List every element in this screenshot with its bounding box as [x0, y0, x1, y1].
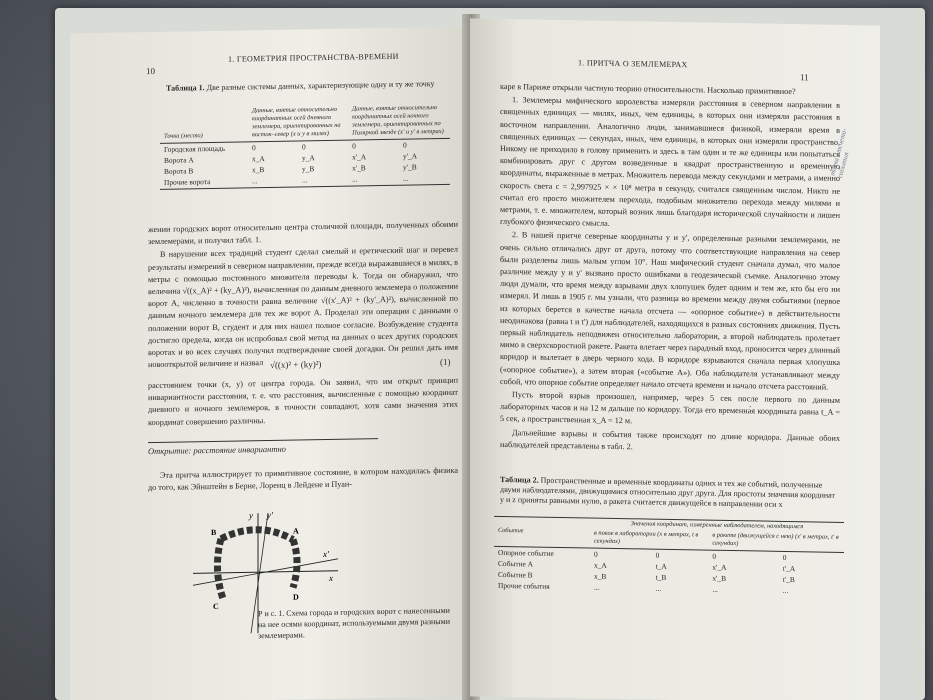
paragraph: Дальнейшие взрывы и события также происходят по длине коридора. Данные обоих наблюдателей представлены в табл. 2. — [500, 427, 840, 452]
table-cell: y_A — [302, 153, 315, 163]
gate-label: D — [293, 592, 299, 602]
table-caption-label: Таблица 1. — [166, 83, 205, 93]
table-cell: t_B — [655, 572, 667, 582]
table-cell: ... — [712, 584, 718, 594]
page-number: 11 — [800, 72, 809, 83]
city-wall — [293, 540, 297, 588]
table-cell: ... — [302, 175, 308, 185]
table-cell: Ворота B — [164, 166, 194, 176]
table-cell: x_A — [252, 154, 265, 164]
gate-label: B — [211, 527, 217, 538]
paragraph: жении городских ворот относительно центра столичной площади, полученных обоими землемерами, и получил табл. 1. — [148, 219, 458, 247]
table-cell: Городская площадь — [164, 143, 225, 154]
data-table — [494, 515, 844, 597]
column-header: Точка (место) — [164, 132, 203, 140]
paragraph: 2. В нашей притче северные координаты y и y', определенные разными землемерами, не очень сильно отличались друг от друга, потому что соответствующие направления на север были разделены лишь малым углом 10°. Наш мифический студент сначала думал, что малое различие между y и y' вызвано просто ошибками в геодезической съемке. Аналогично этому люди думали, что время между взрывами двух хлопушек будет одним и тем же, кто бы его ни измерял. И лишь в 1905 г. мы узнали, что разница во времени между двумя событиями (первое из которых берется в качестве начала отсчета — «опорное событие») в действительности неодинакова (равна t и t') для наблюдателей, находящихся в разных состояниях движения. Пусть первый наблюдатель неподвижен относительно лаборатории, а второй наблюдатель пролетает мимо в сверхскоростной ракете. Ракета влетает через парадный вход, проносится через длинный коридор и вылетает в дверь черного хода. В коридоре взрываются сначала первая хлопушка («опорное событие»), а затем вторая («событие A»). Оба наблюдателя устанавливают между собой, что опорное событие определяет начало отсчета времени и начало отсчета расстояний. — [500, 230, 840, 392]
handwritten-margin-note: точка отсчета-события — [828, 127, 851, 179]
paragraph: расстоянием точки (x, y) от центра города. Он заявил, что им открыт принцип инвариантности расстояния, т. е. что расстояния, вычисленные с помощью координат дневного и ночного землемеров, в точности совпадают, хотя сами значения этих координат совершенно различны. — [148, 375, 458, 427]
table-cell: 0 — [782, 552, 787, 562]
table-cell: y_B — [302, 164, 315, 174]
table-cell: x'_B — [352, 163, 366, 173]
running-header: 1. ГЕОМЕТРИЯ ПРОСТРАНСТВА-ВРЕМЕНИ — [228, 51, 399, 64]
running-header: 1. ПРИТЧА О ЗЕМЛЕМЕРАХ — [578, 58, 688, 70]
table-cell: ... — [403, 173, 409, 183]
table-cell: 0 — [403, 140, 407, 150]
table-cell: 0 — [712, 551, 717, 561]
data-table — [160, 103, 450, 190]
body-text — [500, 81, 840, 458]
table-cell: x'_A — [712, 562, 727, 572]
gate-label: A — [293, 526, 299, 536]
axis-label: x' — [323, 548, 329, 560]
table-cell: t'_A — [782, 563, 796, 574]
table-caption-text: Две разные системы данных, характеризующие одну и ту же точку — [206, 79, 435, 93]
table-cell: x_A — [594, 560, 607, 570]
table-cell: Событие B — [498, 569, 533, 580]
right-page — [470, 18, 880, 700]
city-wall — [217, 539, 223, 599]
table-cell: ... — [352, 174, 358, 184]
paragraph: Пусть второй взрыв произошел, например, через 5 сек после первого по данным лабораторных часов и на 12 м дальше по коридору. Тогда его временна́я координата равна t_A = 5 сек, а пространственная x_A = 12 м. — [500, 390, 840, 426]
column-header: Событие — [498, 526, 524, 535]
paragraph: 1. Землемеры мифического королевства измеряли расстояния в северном направлении в священных единицах — милях, иных, чем единицы, в которых они измеряли расстояния в восточном направлении. Аналогично люди, занимавшиеся физикой, измеряли время в священных единицах — секундах, иных, чем единицы, в которых они измеряли пространство. Никому не приходило в голову применить и здесь в там один и те же единицы или попытаться комбинировать друг с другом возведенные в квадрат пространственную и временную координаты, выраженные в метрах. Множитель перевода между секундами и метрами, а именно скорость света c = 2,997925 × × 10⁸ метра в секунду, считался священным числом. Никто не считал его просто множителем перехода, подобным множителю перехода между милями и метрами, т. е. множителем, который возник лишь благодаря исторической случайности и лишен глубокого физического смысла. — [500, 95, 840, 229]
page-number: 10 — [146, 65, 155, 77]
axis-label: y' — [267, 509, 273, 521]
column-header: Данные, взятые относительно координатных осей ночного землемера, ориентированных по Полярной звезде (x' и y' в метрах) — [352, 104, 444, 137]
table-header-row — [160, 103, 450, 142]
city-wall — [221, 529, 293, 541]
table-caption-label: Таблица 2. — [500, 474, 539, 485]
table-cell: Опорное событие — [498, 547, 554, 558]
table-cell: 0 — [302, 142, 306, 152]
table-cell: ... — [782, 585, 789, 595]
formula: √((x)² + (ky)²) — [270, 359, 322, 370]
table-cell: 0 — [252, 143, 256, 153]
body-text — [148, 219, 458, 373]
gate-label: C — [213, 601, 219, 611]
table-cell: x_B — [252, 165, 265, 175]
x-prime-axis — [193, 559, 338, 586]
table-cell: ... — [655, 583, 662, 593]
left-page — [70, 27, 468, 700]
paragraph: Эта притча иллюстрирует то примитивное состояние, в котором находилась физика до того, как Эйнштейн в Берне, Лоренц в Лейдене и Пуан- — [148, 465, 458, 493]
column-header: Данные, взятые относительно координатных осей дневного землемера, ориентированных на восток–север (x и y в милях) — [252, 105, 341, 139]
table-cell: Событие A — [498, 558, 534, 569]
table-cell: Прочие события — [498, 580, 550, 591]
table-cell: ... — [594, 582, 600, 592]
table-cell: y'_A — [403, 151, 418, 161]
section-title: Открытие: расстояние инвариантно — [148, 443, 286, 457]
table-cell: x_B — [594, 571, 607, 581]
table-cell: 0 — [655, 550, 660, 560]
table-cell: x'_A — [352, 152, 367, 162]
table-cell: x'_B — [712, 573, 727, 583]
axis-label: x — [329, 572, 333, 583]
table-caption — [500, 475, 840, 511]
figure-caption: Р и с. 1. Схема города и городских ворот с нанесенными на нее осями координат, используемыми двумя разными землемерами. — [258, 605, 451, 641]
axis-label: y — [249, 510, 253, 521]
body-text — [148, 465, 458, 496]
table-cell: y'_B — [403, 162, 417, 172]
table-cell: t'_B — [782, 574, 795, 585]
section-rule — [148, 438, 378, 443]
table-cell: Прочие ворота — [164, 177, 211, 187]
table-cell: ... — [252, 176, 258, 186]
body-text — [148, 375, 458, 430]
column-header: в покое в лаборатории (x в метрах, t в секундах) — [594, 529, 699, 546]
table-cell: 0 — [352, 141, 356, 151]
table-caption-text: Пространственные и временные координаты одних и тех же событий, полученные двумя наблюдателями, движущимися относительно друг друга. Для простоты значения координат y и z приняты равными нулю, а ракета считается движущейся в направлении оси x — [500, 475, 835, 509]
table-caption — [166, 79, 461, 94]
paragraph: каре в Париже открыли частную теорию относительности. Насколько примитивное? — [500, 81, 796, 97]
table-cell: t_A — [655, 561, 667, 571]
table-cell: Ворота A — [164, 155, 194, 165]
formula-number: (1) — [440, 356, 451, 368]
paragraph: В нарушение всех традиций студент сделал смелый и еретический шаг и перевел результаты измерений в северном направлении, прежде всегда выражавшиеся в милях, в метры с помощью постоянного множителя переводы k. Тогда он обнаружил, что величина √((x_A)² + (ky_A)²), вычисленная по данным дневного землемера о положении ворот A, численно в точности равна величине √((x'_A)² + (ky'_A)²), вычисленной по данным ночного землемера для тех же ворот A. Проделал эти операции с данными о положении ворот B, студент и для них нашел полное согласие. Возбуждение студента достигло предела, когда он испробовал свой метод на данных о всех других городских воротах и во всех случаях получил подтверждение своей догадки. Он решил дать имя новооткрытой величине и назвал — [148, 245, 458, 370]
column-group-header: Значения координат, измеренные наблюдателем, находящимся — [630, 520, 804, 531]
table-cell: 0 — [594, 549, 598, 559]
column-header: в ракете (движущейся с нею) (x' в метрах, t' в секундах) — [712, 531, 839, 548]
